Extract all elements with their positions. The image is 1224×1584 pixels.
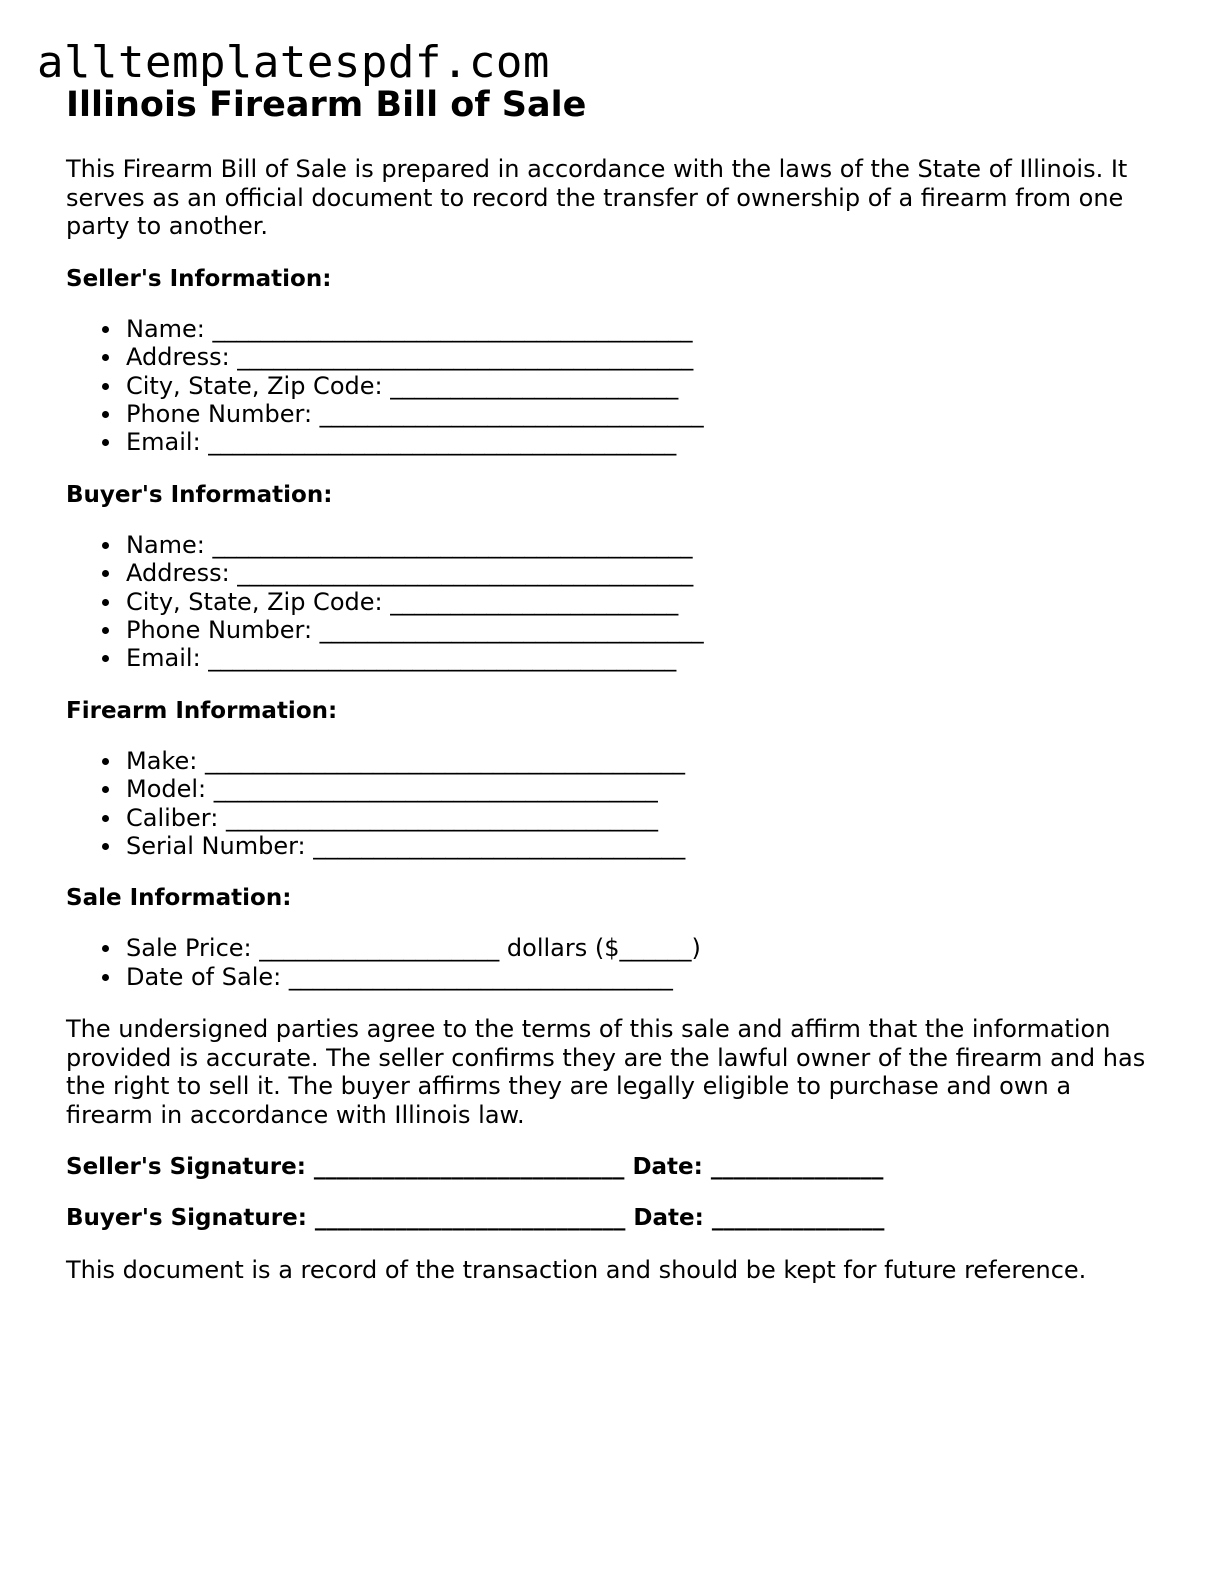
document-title: Illinois Firearm Bill of Sale [66,85,587,125]
sale-fields [66,934,1156,991]
firearm-caliber-field[interactable]: Caliber: ____________________________________ [126,804,1156,832]
seller-fields [66,315,1156,457]
sale-date-field[interactable]: Date of Sale: ________________________________ [126,963,1156,991]
buyer-address-field[interactable]: Address: ______________________________________ [126,559,1156,587]
sale-price-field[interactable]: Sale Price: ____________________ dollars ($______) [126,934,1156,962]
firearm-model-field[interactable]: Model: _____________________________________ [126,775,1156,803]
intro-paragraph: This Firearm Bill of Sale is prepared in accordance with the laws of the State of Illinois. It serves as an official document to record the transfer of ownership of a firearm from one party to another. [66,155,1128,241]
firearm-heading: Firearm Information: [66,697,338,724]
seller-address-field[interactable]: Address: ______________________________________ [126,343,1156,371]
agreement-paragraph: The undersigned parties agree to the terms of this sale and affirm that the information provided is accurate. The seller confirms they are the lawful owner of the firearm and has the right to sell it. The buyer affirms they are legally eligible to purchase and own a firearm in accordance with Illinois law. [66,1015,1146,1130]
buyer-email-field[interactable]: Email: _______________________________________ [126,644,1156,672]
seller-name-field[interactable]: Name: ________________________________________ [126,315,1156,343]
seller-city-state-zip-field[interactable]: City, State, Zip Code: ________________________ [126,372,1156,400]
seller-phone-field[interactable]: Phone Number: ________________________________ [126,400,1156,428]
closing-note: This document is a record of the transaction and should be kept for future reference. [66,1255,1087,1284]
buyer-signature-line[interactable]: Buyer's Signature: ___________________________ Date: _______________ [66,1204,885,1231]
buyer-name-field[interactable]: Name: ________________________________________ [126,531,1156,559]
buyer-fields [66,531,1156,673]
buyer-heading: Buyer's Information: [66,481,333,508]
buyer-phone-field[interactable]: Phone Number: ________________________________ [126,616,1156,644]
sale-heading: Sale Information: [66,885,292,912]
firearm-fields [66,747,1156,861]
seller-heading: Seller's Information: [66,265,332,292]
buyer-city-state-zip-field[interactable]: City, State, Zip Code: ________________________ [126,588,1156,616]
seller-email-field[interactable]: Email: _______________________________________ [126,428,1156,456]
watermark: alltemplatespdf.com [37,37,550,88]
firearm-make-field[interactable]: Make: ________________________________________ [126,747,1156,775]
firearm-serial-field[interactable]: Serial Number: _______________________________ [126,832,1156,860]
seller-signature-line[interactable]: Seller's Signature: ___________________________ Date: _______________ [66,1153,884,1180]
document [66,84,1156,1284]
